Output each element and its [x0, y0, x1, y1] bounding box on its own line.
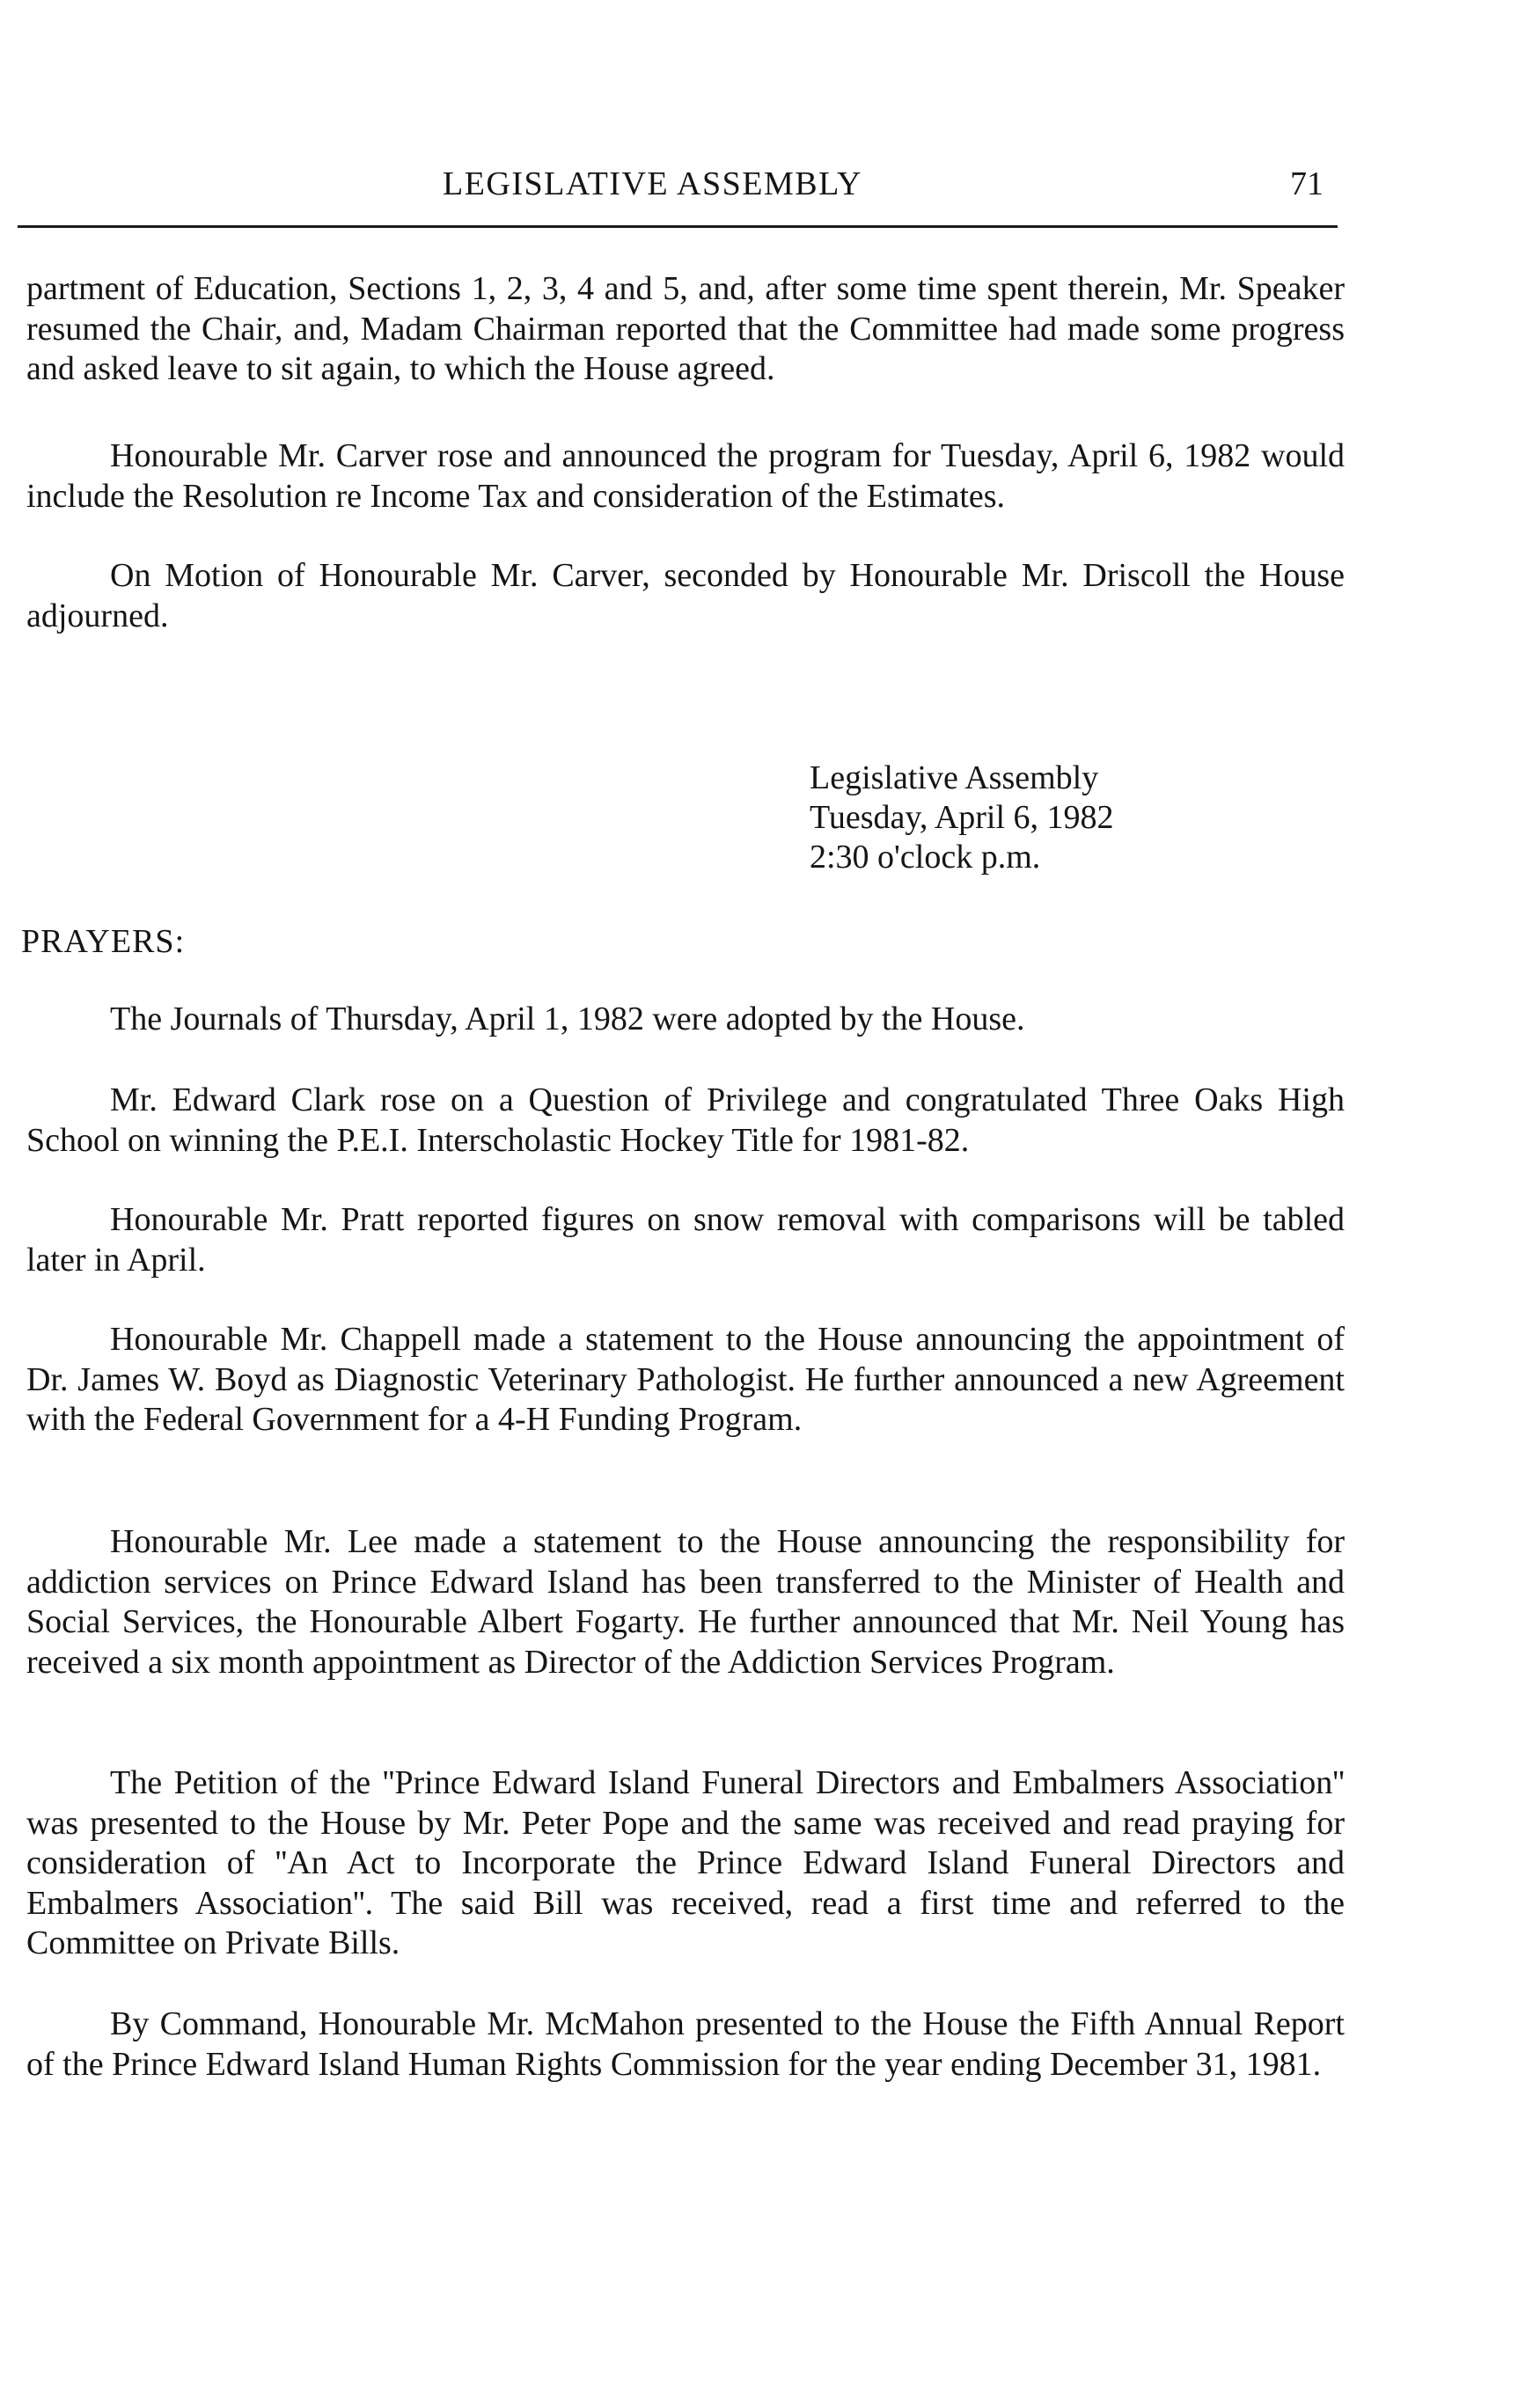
paragraph-journals-adopted: The Journals of Thursday, April 1, 1982 were adopted by the House. — [110, 1000, 1025, 1037]
paragraph-addiction-services: Honourable Mr. Lee made a statement to the House announcing the responsibility for addiction services on Prince Edward Island has been transferred to the Minister of Health and Social Services, the Honourable Albert Fogarty. He further announced that Mr. Neil Young has received a six month appointment as Director of the Addiction Services Program. — [26, 1523, 1345, 1681]
dateline-time: 2:30 o'clock p.m. — [810, 839, 1041, 876]
running-header-title: LEGISLATIVE ASSEMBLY — [443, 165, 862, 202]
paragraph-adjournment: On Motion of Honourable Mr. Carver, seconded by Honourable Mr. Driscoll the House adjourned. — [26, 557, 1345, 634]
dateline-date: Tuesday, April 6, 1982 — [810, 799, 1114, 836]
paragraph-program-announcement: Honourable Mr. Carver rose and announced the program for Tuesday, April 6, 1982 would include the Resolution re Income Tax and consideration of the Estimates. — [26, 437, 1345, 515]
paragraph-snow-removal: Honourable Mr. Pratt reported figures on snow removal with comparisons will be tabled later in April. — [26, 1201, 1345, 1279]
dateline-assembly: Legislative Assembly — [810, 759, 1099, 796]
paragraph-committee-report: partment of Education, Sections 1, 2, 3, 4 and 5, and, after some time spent therein, Mr. Speaker resumed the Chair, and, Madam Chairman reported that the Committee had made some progress and asked leave to sit again, to which the House agreed. — [26, 270, 1345, 387]
sitting-dateline — [810, 759, 1114, 877]
paragraph-human-rights-report: By Command, Honourable Mr. McMahon presented to the House the Fifth Annual Report of the Prince Edward Island Human Rights Commission for the year ending December 31, 1981. — [26, 2005, 1345, 2083]
prayers-heading: PRAYERS: — [21, 923, 186, 960]
paragraph-question-of-privilege: Mr. Edward Clark rose on a Question of Privilege and congratulated Three Oaks High School on winning the P.E.I. Interscholastic Hockey Title for 1981-82. — [26, 1081, 1345, 1159]
header-rule — [18, 225, 1338, 228]
paragraph-veterinary-appointment: Honourable Mr. Chappell made a statement to the House announcing the appointment of Dr. James W. Boyd as Diagnostic Veterinary Pathologist. He further announced a new Agreement with the Federal Government for a 4-H Funding Program. — [26, 1321, 1345, 1438]
page-number: 71 — [1290, 165, 1324, 202]
paragraph-funeral-directors-petition: The Petition of the ''Prince Edward Island Funeral Directors and Embalmers Association'' was presented to the House by Mr. Peter Pope and the same was received and read praying for consideration of ''An Act to Incorporate the Prince Edward Island Funeral Directors and Embalmers Association''. The said Bill was received, read a first time and referred to the Committee on Private Bills. — [26, 1764, 1345, 1961]
